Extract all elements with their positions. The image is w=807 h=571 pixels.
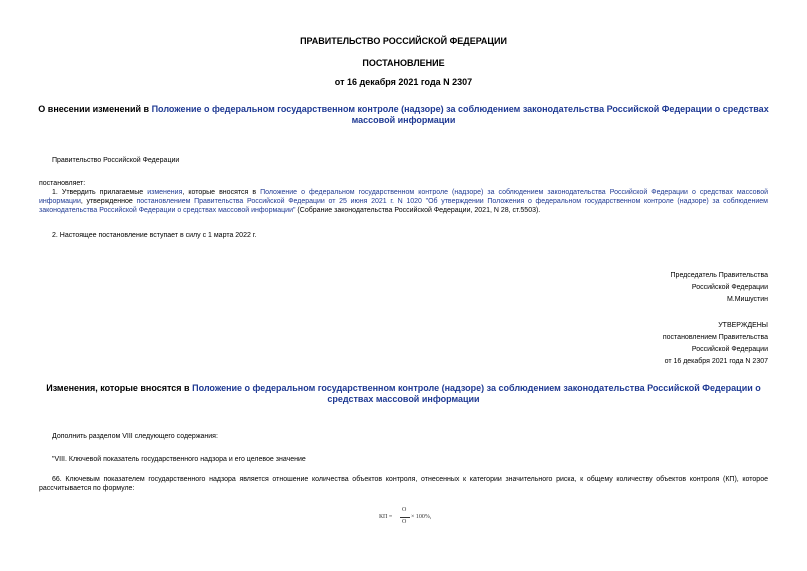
government-heading: ПРАВИТЕЛЬСТВО РОССИЙСКОЙ ФЕДЕРАЦИИ — [300, 36, 507, 46]
signature-title: Председатель Правительства — [670, 272, 768, 279]
changes-title-prefix: Изменения, которые вносятся в — [46, 383, 193, 393]
p1-text-b: , которые вносятся в — [182, 189, 261, 196]
title-prefix: О внесении изменений в — [38, 104, 152, 114]
signature-country: Российской Федерации — [691, 284, 768, 291]
changes-link[interactable]: изменения — [147, 189, 183, 196]
formula-rhs: × 100%, — [411, 514, 432, 520]
resolution-1020-link[interactable]: постановлением Правительства Российской Федерации от 25 июня 2021 г. N 1020 "Об утверждении Положения о федеральном государственном контроле (надзоре) за соблюдением законодательства Российской Федерации о средствах массовой информации" — [39, 198, 768, 214]
paragraph-66: 66. Ключевым показателем государственного надзора является отношение количества объектов контроля, отнесенных к категории значительного риска, к общему количеству объектов контроля (КП), которое рассчитывается по формуле: — [39, 476, 768, 492]
approved-by: постановлением Правительства — [662, 334, 768, 341]
section-heading: "VIII. Ключевой показатель государственного надзора и его целевое значение — [52, 456, 306, 463]
regulation-link[interactable]: Положение о федеральном государственном контроле (надзоре) за соблюдением законодательства Российской Федерации о средствах массовой информации — [39, 189, 768, 205]
kp-formula — [379, 505, 439, 529]
document-date-number: от 16 декабря 2021 года N 2307 — [334, 77, 473, 87]
formula-numerator: О — [402, 507, 407, 513]
changes-intro: Дополнить разделом VIII следующего содержания: — [52, 433, 218, 440]
formula-denominator: О — [402, 519, 407, 525]
formula-fraction-bar — [400, 517, 410, 518]
government-label: Правительство Российской Федерации — [52, 157, 180, 164]
signature-name: М.Мишустин — [726, 296, 768, 303]
approved-label: УТВЕРЖДЕНЫ — [718, 322, 768, 329]
resolves-label: постановляет: — [39, 180, 86, 187]
formula-lhs: КП = — [379, 514, 393, 520]
document-title — [36, 104, 771, 126]
p1-text-d: (Собрание законодательства Российской Федерации, 2021, N 28, ст.5503). — [295, 207, 541, 214]
p1-text-a: 1. Утвердить прилагаемые — [52, 189, 148, 196]
changes-title-link[interactable]: Положение о федеральном государственном контроле (надзоре) за соблюдением законодательства Российской Федерации о средствах массовой информации — [192, 383, 761, 404]
title-regulation-link[interactable]: Положение о федеральном государственном контроле (надзоре) за соблюдением законодательства Российской Федерации о средствах массовой информации — [151, 104, 769, 125]
paragraph-1 — [39, 188, 768, 215]
signature-block — [560, 271, 768, 304]
changes-title — [46, 383, 761, 405]
approved-date: от 16 декабря 2021 года N 2307 — [664, 358, 768, 365]
paragraph-2: 2. Настоящее постановление вступает в силу с 1 марта 2022 г. — [52, 232, 257, 239]
approved-country: Российской Федерации — [691, 346, 768, 353]
p1-text-c: , утвержденное — [80, 198, 137, 205]
document-type: ПОСТАНОВЛЕНИЕ — [362, 58, 445, 68]
approval-block — [560, 321, 768, 366]
